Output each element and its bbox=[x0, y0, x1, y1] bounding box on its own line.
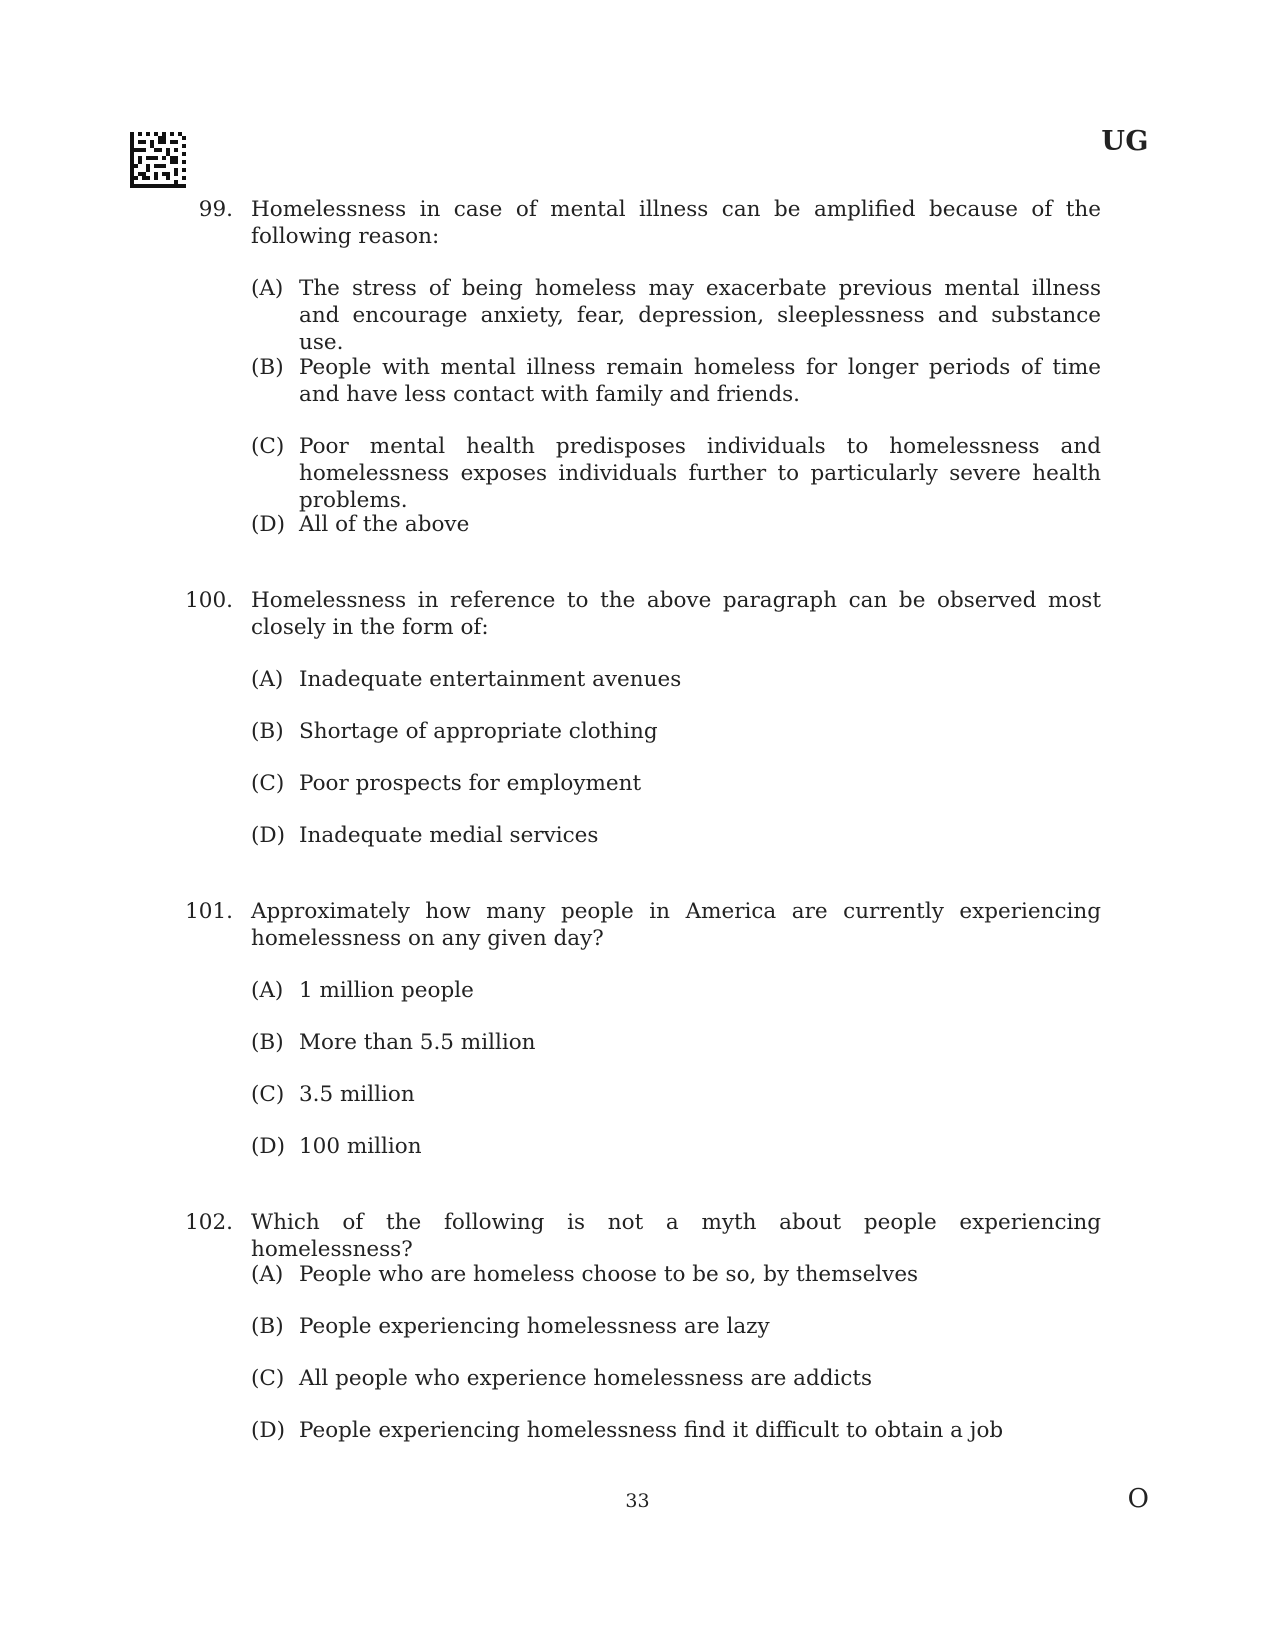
datamatrix-barcode-icon bbox=[130, 132, 186, 188]
paper-code: UG bbox=[1101, 126, 1149, 157]
option-text: People who are homeless choose to be so, by themselves bbox=[299, 1262, 919, 1287]
option-text: Inadequate entertainment avenues bbox=[299, 667, 682, 692]
question-number: 101. bbox=[185, 899, 233, 924]
option-text: People experiencing homelessness find it difficult to obtain a job bbox=[299, 1418, 1004, 1443]
option-label: (A) bbox=[251, 978, 284, 1003]
question-text: Homelessness in case of mental illness can be amplified because of the following reason: bbox=[251, 197, 1101, 249]
option-text: All of the above bbox=[299, 512, 470, 537]
option-label: (C) bbox=[251, 771, 285, 796]
option-label: (C) bbox=[251, 434, 285, 459]
option-text: Inadequate medial services bbox=[299, 823, 599, 848]
question-number: 100. bbox=[185, 588, 233, 613]
question-text: Which of the following is not a myth about people experiencing homelessness? bbox=[251, 1210, 1101, 1262]
option-label: (B) bbox=[251, 355, 284, 380]
option-text: The stress of being homeless may exacerbate previous mental illness and encourage anxiety, fear, depression, sleeplessness and substance use. bbox=[299, 276, 1101, 355]
option-label: (D) bbox=[251, 512, 286, 537]
question-text: Approximately how many people in America are currently experiencing homelessness on any given day? bbox=[251, 899, 1101, 951]
option-text: Shortage of appropriate clothing bbox=[299, 719, 658, 744]
option-text: 100 million bbox=[299, 1134, 422, 1159]
option-label: (C) bbox=[251, 1366, 285, 1391]
option-label: (D) bbox=[251, 1134, 286, 1159]
question-number: 102. bbox=[185, 1210, 233, 1235]
option-label: (C) bbox=[251, 1082, 285, 1107]
set-code: O bbox=[1127, 1484, 1149, 1514]
option-label: (D) bbox=[251, 1418, 286, 1443]
option-label: (A) bbox=[251, 1262, 284, 1287]
option-label: (A) bbox=[251, 276, 284, 301]
option-text: 3.5 million bbox=[299, 1082, 415, 1107]
option-text: Poor prospects for employment bbox=[299, 771, 642, 796]
option-label: (B) bbox=[251, 719, 284, 744]
option-label: (B) bbox=[251, 1314, 284, 1339]
question-text: Homelessness in reference to the above paragraph can be observed most closely in the form of: bbox=[251, 588, 1101, 640]
option-text: More than 5.5 million bbox=[299, 1030, 536, 1055]
option-label: (A) bbox=[251, 667, 284, 692]
option-text: 1 million people bbox=[299, 978, 474, 1003]
question-number: 99. bbox=[198, 197, 233, 222]
option-text: Poor mental health predisposes individuals to homelessness and homelessness exposes individuals further to particularly severe health problems. bbox=[299, 434, 1101, 513]
option-text: All people who experience homelessness are addicts bbox=[299, 1366, 873, 1391]
page-number: 33 bbox=[625, 1490, 650, 1512]
option-text: People experiencing homelessness are lazy bbox=[299, 1314, 770, 1339]
option-label: (D) bbox=[251, 823, 286, 848]
option-label: (B) bbox=[251, 1030, 284, 1055]
option-text: People with mental illness remain homeless for longer periods of time and have less contact with family and friends. bbox=[299, 355, 1101, 407]
